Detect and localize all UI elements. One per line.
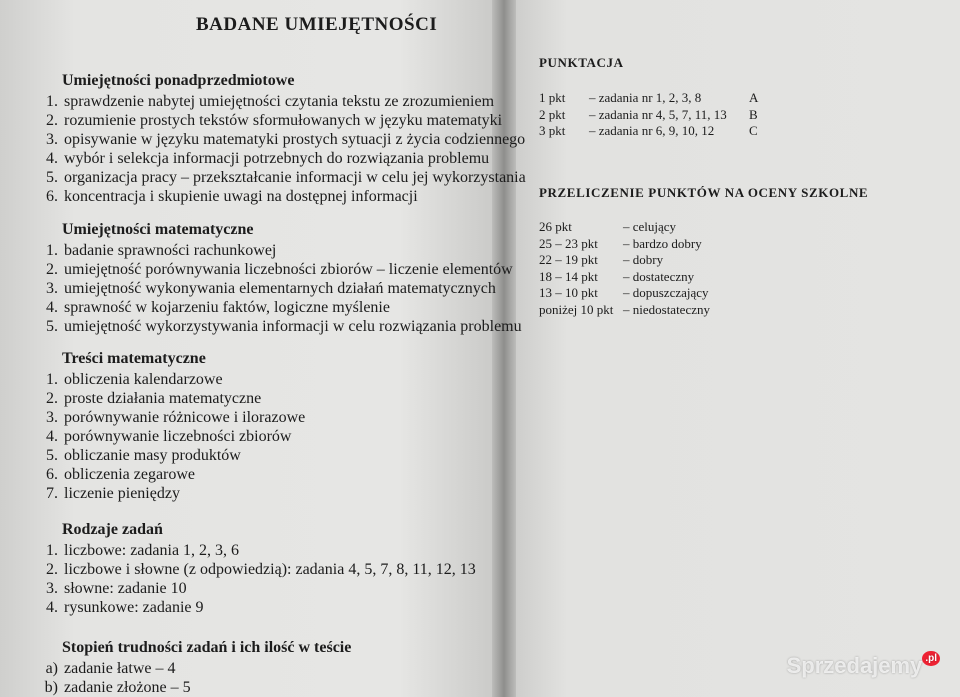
tasks: – zadania nr 1, 2, 3, 8 (589, 90, 702, 105)
item-number: 1. (46, 93, 58, 110)
item-number: 6. (46, 466, 58, 483)
punktacja-row (539, 90, 758, 107)
item-text: badanie sprawności rachunkowej (64, 242, 277, 259)
punktacja-row (539, 123, 758, 140)
grade: – dostateczny (623, 268, 695, 284)
punktacja-table (539, 90, 758, 140)
grade-row (539, 302, 710, 319)
grade: – niedostateczny (623, 301, 710, 317)
item-number: 2. (46, 561, 58, 578)
item-number: 6. (46, 188, 58, 205)
tasks: – zadania nr 6, 9, 10, 12 (589, 123, 715, 138)
section (32, 349, 305, 503)
item-text: wybór i selekcja informacji potrzebnych do rozwiązania problemu (64, 150, 490, 167)
section (32, 220, 522, 336)
section-heading: Umiejętności ponadprzedmiotowe (62, 72, 295, 89)
list-item (32, 389, 305, 408)
grades-heading: PRZELICZENIE PUNKTÓW NA OCENY SZKOLNE (539, 185, 869, 200)
item-text: koncentracja i skupienie uwagi na dostępnej informacji (64, 188, 418, 205)
grade-row (539, 236, 710, 253)
level: B (749, 106, 758, 122)
tasks: – zadania nr 4, 5, 7, 11, 13 (589, 106, 727, 122)
item-number: 5. (46, 169, 58, 186)
list-item (32, 484, 305, 503)
grades-table (539, 219, 710, 318)
list-item (32, 659, 351, 678)
points-range: 25 – 23 pkt (539, 235, 598, 251)
list-item (32, 427, 305, 446)
item-number: 5. (46, 318, 58, 335)
section-heading: Stopień trudności zadań i ich ilość w teście (62, 639, 352, 656)
item-number: 4. (46, 150, 58, 167)
item-text: liczenie pieniędzy (64, 485, 180, 502)
grade: – dopuszczający (623, 285, 709, 300)
grade-row (539, 219, 710, 236)
item-text: rozumienie prostych tekstów sformułowanych w języku matematyki (64, 112, 503, 129)
item-number: 4. (46, 428, 58, 445)
item-text: liczbowe: zadania 1, 2, 3, 6 (64, 542, 240, 559)
list-item (32, 279, 522, 298)
item-text: zadanie łatwe – 4 (64, 660, 176, 677)
item-number: 3. (46, 131, 58, 148)
item-number: 1. (46, 242, 58, 259)
list-item (32, 541, 476, 560)
watermark-logo (787, 653, 940, 679)
section (32, 71, 526, 206)
item-number: b) (44, 679, 58, 696)
item-text: zadanie złożone – 5 (64, 679, 191, 696)
list-item (32, 130, 526, 149)
section-heading: Rodzaje zadań (62, 521, 163, 538)
list-item (32, 408, 305, 427)
list-item (32, 598, 476, 617)
watermark-text: Sprzedajemy (786, 653, 923, 678)
item-number: 2. (46, 112, 58, 129)
list-item (32, 241, 522, 260)
points-range: poniżej 10 pkt (539, 301, 614, 317)
grade: – dobry (623, 252, 664, 267)
points: 1 pkt (539, 90, 566, 105)
item-number: 2. (46, 261, 58, 278)
list-item (32, 560, 476, 579)
watermark-suffix: .pl (922, 651, 940, 666)
item-text: obliczanie masy produktów (64, 447, 241, 464)
item-number: 3. (46, 409, 58, 426)
item-text: liczbowe i słowne (z odpowiedzią): zadania 4, 5, 7, 8, 11, 12, 13 (64, 561, 476, 578)
item-number: 1. (46, 371, 58, 388)
item-number: 5. (46, 447, 58, 464)
list-item (32, 92, 526, 111)
grade-row (539, 252, 710, 269)
section (32, 520, 476, 617)
list-item (32, 260, 522, 279)
grade-row (539, 285, 710, 302)
points-range: 22 – 19 pkt (539, 252, 598, 267)
item-text: umiejętność porównywania liczebności zbiorów – liczenie elementów (64, 261, 513, 278)
item-number: 3. (46, 280, 58, 297)
level: A (749, 90, 759, 105)
level: C (749, 123, 758, 138)
list-item (32, 298, 522, 317)
item-text: porównywanie liczebności zbiorów (64, 428, 292, 445)
item-text: sprawdzenie nabytej umiejętności czytania tekstu ze zrozumieniem (64, 93, 495, 110)
points: 2 pkt (539, 106, 566, 122)
grade-row (539, 269, 710, 286)
page-title: BADANE UMIEJĘTNOŚCI (196, 14, 438, 35)
item-text: organizacja pracy – przekształcanie informacji w celu jej wykorzystania (64, 169, 526, 186)
item-text: rysunkowe: zadanie 9 (64, 599, 204, 616)
punktacja-heading: PUNKTACJA (539, 55, 624, 70)
item-number: 3. (46, 580, 58, 597)
item-number: 7. (46, 485, 58, 502)
list-item (32, 678, 351, 697)
points: 3 pkt (539, 123, 566, 138)
section (32, 638, 351, 697)
item-text: proste działania matematyczne (64, 390, 262, 407)
item-text: słowne: zadanie 10 (64, 580, 187, 597)
punktacja-row (539, 107, 758, 124)
list-item (32, 111, 526, 130)
points-range: 18 – 14 pkt (539, 268, 598, 284)
item-text: sprawność w kojarzeniu faktów, logiczne myślenie (64, 299, 390, 316)
list-item (32, 168, 526, 187)
list-item (32, 187, 526, 206)
item-text: umiejętność wykonywania elementarnych działań matematycznych (64, 280, 496, 297)
points-range: 26 pkt (539, 219, 572, 234)
item-text: obliczenia zegarowe (64, 466, 196, 483)
grade: – bardzo dobry (623, 235, 702, 251)
list-item (32, 370, 305, 389)
section-heading: Umiejętności matematyczne (62, 221, 254, 238)
list-item (32, 149, 526, 168)
list-item (32, 446, 305, 465)
list-item (32, 579, 476, 598)
item-text: opisywanie w języku matematyki prostych sytuacji z życia codziennego (64, 131, 526, 148)
item-text: umiejętność wykorzystywania informacji w celu rozwiązania problemu (64, 318, 522, 335)
item-number: a) (45, 660, 58, 677)
item-text: obliczenia kalendarzowe (64, 371, 223, 388)
section-heading: Treści matematyczne (62, 350, 206, 367)
item-number: 1. (46, 542, 58, 559)
list-item (32, 465, 305, 484)
list-item (32, 317, 522, 336)
item-number: 4. (46, 599, 58, 616)
points-range: 13 – 10 pkt (539, 285, 598, 300)
grade: – celujący (623, 219, 677, 234)
item-text: porównywanie różnicowe i ilorazowe (64, 409, 306, 426)
item-number: 4. (46, 299, 58, 316)
item-number: 2. (46, 390, 58, 407)
